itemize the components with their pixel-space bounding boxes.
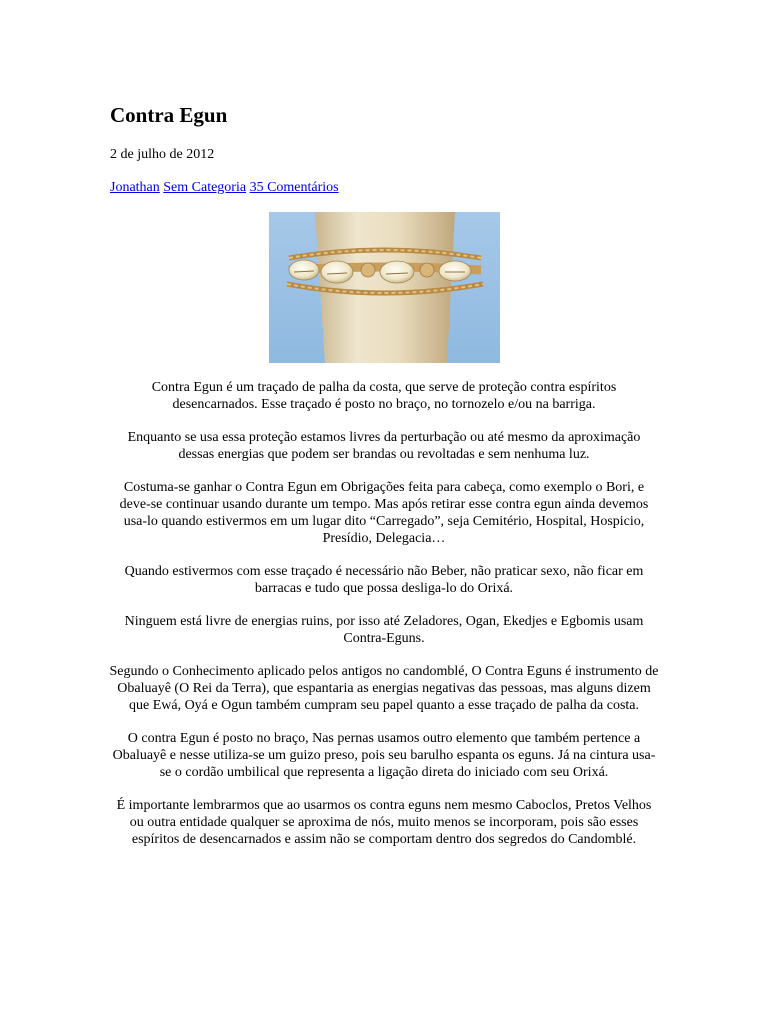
article-body bbox=[108, 379, 660, 864]
article-title: Contra Egun bbox=[110, 103, 228, 127]
publish-date: 2 de julho de 2012 bbox=[110, 147, 215, 162]
author-link[interactable]: Jonathan bbox=[110, 180, 160, 195]
paragraph: Contra Egun é um traçado de palha da costa, que serve de proteção contra espíritos desencarnados. Esse traçado é posto no braço, no tornozelo e/ou na barriga. bbox=[151, 380, 617, 412]
arm-shape bbox=[315, 212, 455, 363]
paragraph: Ninguem está livre de energias ruins, por isso até Zeladores, Ogan, Ekedjes e Egbomis usam Contra-Eguns. bbox=[124, 614, 644, 646]
category-link[interactable]: Sem Categoria bbox=[163, 180, 247, 195]
paragraph: O contra Egun é posto no braço, Nas pernas usamos outro elemento que também pertence a Obaluayê e nesse utiliza-se um guizo preso, pois seu barulho espanta os eguns. Já na cintura usa-se o cordão umbilical que representa a ligação direta do iniciado com seu Orixá. bbox=[112, 731, 656, 780]
paragraph: Enquanto se usa essa proteção estamos livres da perturbação ou até mesmo da aproximação dessas energias que podem ser brandas ou revoltadas e sem nenhuma luz. bbox=[127, 430, 641, 462]
paragraph: Segundo o Conhecimento aplicado pelos antigos no candomblé, O Contra Eguns é instrumento de Obaluayê (O Rei da Terra), que espantaria as energias negativas das pessoas, mas alguns dizem que Ewá, Oyá e Ogun também cumpram seu papel quanto a esse traçado de palha da costa. bbox=[109, 664, 659, 713]
paragraph: Costuma-se ganhar o Contra Egun em Obrigações feita para cabeça, como exemplo o Bori, e deve-se continuar usando durante um tempo. Mas após retirar esse contra egun ainda devemos usa-lo quando estivermos em um lugar dito “Carregado”, seja Cemitério, Hospital, Hospicio, Presídio, Delegacia… bbox=[119, 480, 649, 546]
comments-link[interactable]: 35 Comentários bbox=[249, 180, 339, 195]
article-meta bbox=[110, 179, 339, 197]
bracelet-illustration bbox=[269, 212, 500, 363]
paragraph: Quando estivermos com esse traçado é necessário não Beber, não praticar sexo, não ficar em barracas e tudo que possa desliga-lo do Orixá. bbox=[124, 564, 644, 596]
paragraph: É importante lembrarmos que ao usarmos os contra eguns nem mesmo Caboclos, Pretos Velhos ou outra entidade qualquer se aproxima de nós, muito menos se incorporam, pois são esses espíritos de desencarnados e assim não se comportam dentro dos segredos do Candomblé. bbox=[116, 798, 652, 847]
bracelet-photo bbox=[269, 212, 500, 363]
